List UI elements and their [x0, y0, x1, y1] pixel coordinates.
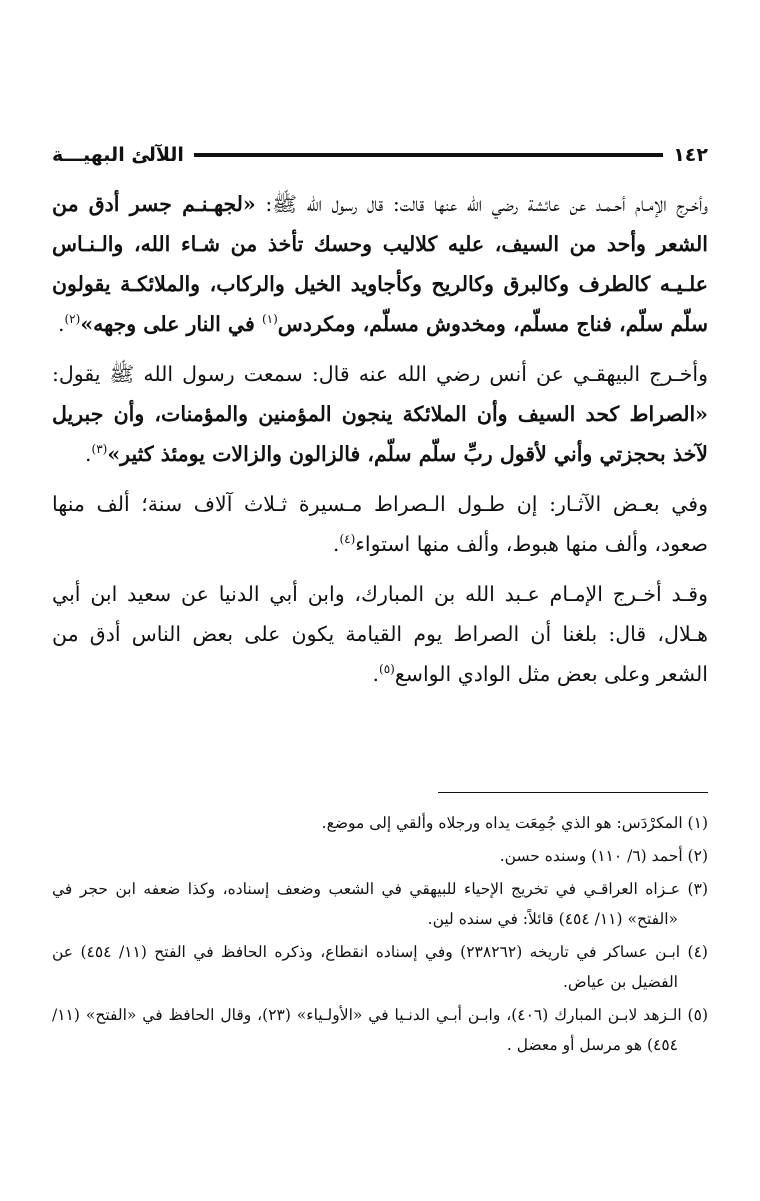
- paragraph-text: وفي بعـض الآثـار: إن طـول الـصراط مـسيرة ثـلاث آلاف سنة؛ ألف منها صعود، وألف منها هبوط، وألف منها استواء: [52, 492, 708, 556]
- paragraph: [52, 354, 708, 474]
- paragraph: [52, 484, 708, 564]
- running-header: [52, 140, 708, 170]
- hadith-quote: في النار على وجهه»: [80, 312, 262, 336]
- page-number: ١٤٢: [673, 144, 708, 166]
- paragraph: [52, 574, 708, 694]
- paragraph-text: .: [57, 312, 65, 336]
- paragraph-text: .: [372, 662, 380, 686]
- footnote: (٢) أحمد (٦/ ١١٠) وسنده حسن.: [499, 847, 708, 865]
- book-title: اللآلئ البهيـــة: [52, 144, 184, 166]
- hadith-quote: «الصراط كحد السيف وأن الملائكة ينجون المؤمنين والمؤمنات، وأن جبريل لآخذ بحجزتي وأني لأقول ربِّ سلّم سلّم، فالزالون والزالات يومئذ كثير»: [52, 402, 708, 466]
- paragraph-text: وقـد أخـرج الإمـام عـبد الله بن المبارك، وابن أبي الدنيا عن سعيد ابن أبي هـلال، قال: بلغنا أن الصراط يوم القيامة يكون على بعض الناس أدق من الشعر وعلى بعض مثل الوادي الواسع: [52, 582, 708, 686]
- footnote-marker: (١): [261, 312, 278, 327]
- footnote: (٥) الـزهد لابـن المبارك (٤٠٦)، وابـن أبـي الدنـيا في «الأولـياء» (٢٣)، وقال الحافظ في «الفتح» (١١/ ٤٥٤) هو مرسل أو معضل .: [52, 1006, 708, 1054]
- footnote-marker: (٥): [379, 662, 395, 677]
- footnotes: [52, 808, 708, 1063]
- paragraph-text: .: [84, 442, 92, 466]
- page: [52, 140, 708, 704]
- footnote: (٣) عـزاه العراقـي في تخريج الإحياء للبيهقي في الشعب وضعف إسناده، وكذا ضعفه ابن حجر في «الفتح» (١١/ ٤٥٤) قائلاً: في سنده لين.: [52, 880, 708, 928]
- footnote: (١) المكرْدَس: هو الذي جُمِعَت يداه ورجلاه وألقي إلى موضع.: [321, 814, 708, 832]
- footnote-marker: (٢): [64, 312, 81, 327]
- main-text: [52, 184, 708, 694]
- paragraph: [52, 184, 708, 344]
- hadith-quote: «لجهـنـم جسر أدق من الشعر وأحد من السيف، عليه كلاليب وحسك تأخذ من شـاء الله، والـنـاس علـيـه كالطرف وكالبرق وكالريح وكأجاويد الخيل والركاب، والملائكـة يقولون سلّم سلّم، فناج مسلّم، ومخدوش مسلّم، ومكردس: [52, 192, 708, 336]
- header-rule: [194, 153, 663, 157]
- paragraph-text: وأخـرج البيهقـي عن أنس رضي الله عنه قال: سمعت رسول الله ﷺ يقول:: [52, 362, 708, 386]
- footnote-separator: [438, 792, 708, 793]
- footnote-marker: (٤): [339, 532, 356, 547]
- footnote: (٤) ابـن عساكر في تاريخه (٢٣٨٢٦٢) وفي إسناده انقطاع، وذكره الحافظ في الفتح (١١/ ٤٥٤) عن الفضيل بن عياض.: [52, 943, 708, 991]
- paragraph-text: .: [332, 532, 340, 556]
- footnote-marker: (٣): [91, 442, 108, 457]
- paragraph-text: وأخـرج الإمـام أحـمـد عن عائشة رضي الله عنها قالت: قال رسول الله ﷺ:: [255, 192, 708, 216]
